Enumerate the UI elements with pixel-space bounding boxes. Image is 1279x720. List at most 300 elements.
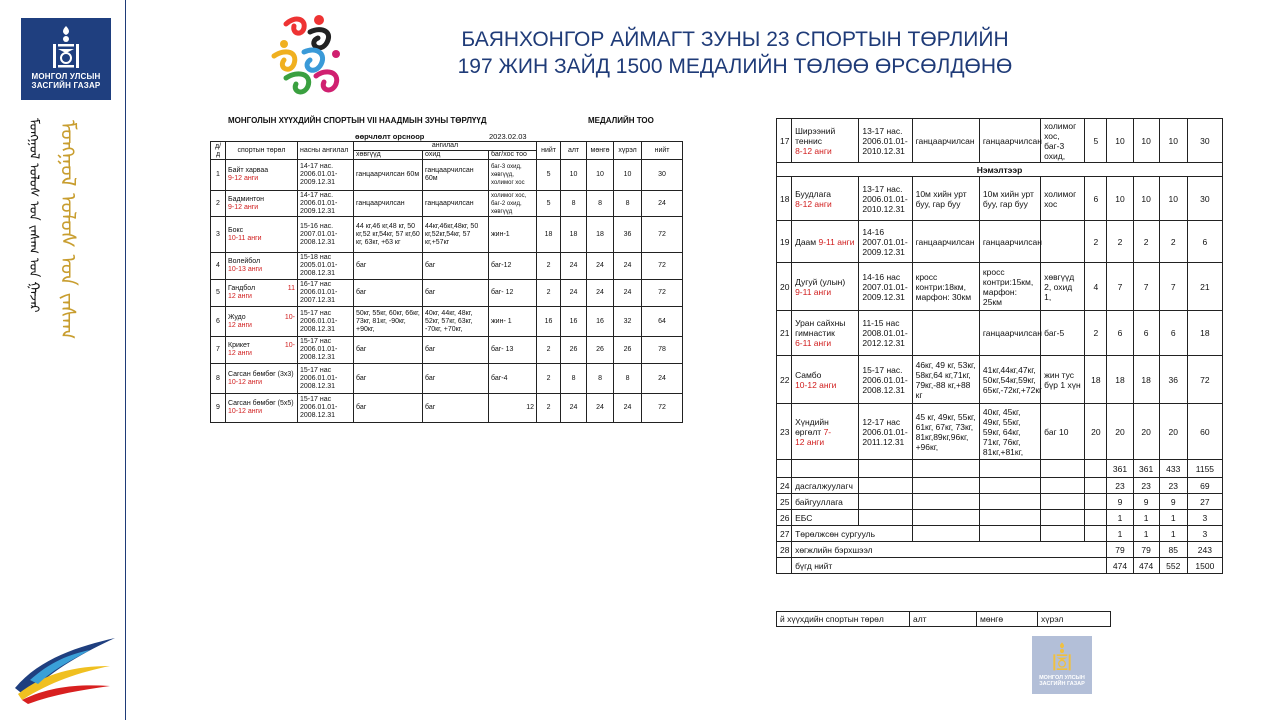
cell-boys: 46кг, 49 кг, 53кг, 58кг,64 кг,71кг, 79кг,-88 кг,+88 кг <box>912 356 979 404</box>
header-silver: мөнгө <box>587 142 614 160</box>
cell-sum: 24 <box>642 191 683 217</box>
cell-girls: кросс контри:15км, марфон: 25км <box>979 263 1040 311</box>
cell-empty <box>1085 526 1107 542</box>
sport-name: Сагсан бөмбөг (5х5) <box>228 400 294 407</box>
cell-no: 24 <box>777 478 792 494</box>
cell-sum: 30 <box>642 160 683 191</box>
sport-grade: 12 анги <box>795 436 825 447</box>
table-row <box>777 263 1223 311</box>
grand-total-silver: 474 <box>1133 558 1159 574</box>
cell-total: 5 <box>537 160 561 191</box>
cell-sum: 27 <box>1187 494 1222 510</box>
table-row <box>211 337 683 364</box>
cell-label: ЕБС <box>792 510 859 526</box>
cell-sum: 72 <box>642 280 683 307</box>
cell-label: Төрөлжсөн сургууль <box>792 526 913 542</box>
cell-no: 19 <box>777 221 792 263</box>
sidebar <box>0 0 126 720</box>
cell-boys: баг <box>354 253 423 280</box>
table-row <box>211 217 683 253</box>
cell-empty <box>912 478 979 494</box>
cell-bronze: 9 <box>1159 494 1187 510</box>
cell-empty <box>1085 510 1107 526</box>
cell-boys: 10м хийн урт буу, гар буу <box>912 177 979 221</box>
header-girls: охид <box>423 151 489 160</box>
cell-total: 2 <box>537 394 561 423</box>
cell-team: жин- 1 <box>489 307 537 337</box>
cell-team: баг-4 <box>489 364 537 394</box>
header-sport: спортын төрөл <box>226 142 298 160</box>
cell-girls: баг <box>423 394 489 423</box>
cell-silver: 2 <box>1133 221 1159 263</box>
table-row <box>211 253 683 280</box>
table-row <box>777 510 1223 526</box>
cell-sum: 24 <box>642 364 683 394</box>
cell-silver: 1 <box>1133 526 1159 542</box>
cell-team: баг 10 <box>1041 404 1085 460</box>
table-row <box>777 221 1223 263</box>
cell-gold: 10 <box>1107 177 1133 221</box>
subtotal-bronze: 433 <box>1159 460 1187 478</box>
cell-sum: 64 <box>642 307 683 337</box>
cell-sport <box>226 280 298 307</box>
cell-silver: 18 <box>587 217 614 253</box>
cell-age: 15-16 нас. 2007.01.01-2008.12.31 <box>298 217 354 253</box>
sport-name: Гандбол <box>228 285 256 292</box>
cell-silver: 20 <box>1133 404 1159 460</box>
cell-bronze: 7 <box>1159 263 1187 311</box>
cell-boys: 44 кг,46 кг,48 кг, 50 кг,52 кг,54кг, 57 кг,60 кг, 63кг, +63 кг <box>354 217 423 253</box>
cell-silver: 10 <box>1133 119 1159 163</box>
cell-silver: 10 <box>1133 177 1159 221</box>
cell-gold: 20 <box>1107 404 1133 460</box>
cell-empty <box>859 478 912 494</box>
cell-sport <box>226 191 298 217</box>
cell-sport <box>792 356 859 404</box>
cell-gold: 24 <box>561 253 587 280</box>
cell-silver: 24 <box>587 394 614 423</box>
cell-boys: баг <box>354 394 423 423</box>
cell-team: баг-5 <box>1041 311 1085 356</box>
cell-girls: баг <box>423 280 489 307</box>
cell-team: баг-12 <box>489 253 537 280</box>
cell-bronze: 8 <box>614 191 642 217</box>
cell-bronze: 32 <box>614 307 642 337</box>
cell-sport <box>226 217 298 253</box>
cell-boys: 45 кг, 49кг, 55кг, 61кг, 67кг, 73кг, 81кг,89кг,96кг, +96кг, <box>912 404 979 460</box>
subheading-text: өөрчлөлт орсноор <box>355 132 425 141</box>
cell-gold: 8 <box>561 191 587 217</box>
cell-gold: 6 <box>1107 311 1133 356</box>
cell-age: 15-17 нас 2006.01.01-2008.12.31 <box>298 337 354 364</box>
cell-team: баг- 13 <box>489 337 537 364</box>
cell-silver: 1 <box>1133 510 1159 526</box>
grand-total-label: бүгд нийт <box>792 558 1107 574</box>
cell-bronze: 10 <box>1159 119 1187 163</box>
cell-no: 9 <box>211 394 226 423</box>
subtotal-silver: 361 <box>1133 460 1159 478</box>
sport-name: Волейбол <box>228 258 261 265</box>
cell-silver: 24 <box>587 280 614 307</box>
cell-total: 18 <box>1085 356 1107 404</box>
table-row <box>777 311 1223 356</box>
cell-girls: 41кг,44кг,47кг, 50кг,54кг,59кг, 65кг,-72кг,+72кг <box>979 356 1040 404</box>
sport-grade-prefix: 10- <box>284 342 295 349</box>
cell-silver: 8 <box>587 191 614 217</box>
sport-grade-prefix: 11 <box>287 285 295 292</box>
cell-girls: 40кг, 44кг, 48кг, 52кг, 57кг, 63кг, -70кг, +70кг, <box>423 307 489 337</box>
cell-bronze: 85 <box>1159 542 1187 558</box>
cell-empty <box>912 510 979 526</box>
bottom-cell-gold: алт <box>910 612 977 627</box>
title-line1: БАЯНХОНГОР АЙМАГТ ЗУНЫ 23 СПОРТЫН ТӨРЛИЙН <box>461 28 1009 51</box>
bottom-cell-bronze: хүрэл <box>1038 612 1111 627</box>
cell-age: 15-18 нас 2005.01.01-2008.12.31 <box>298 253 354 280</box>
sport-grade-prefix: 7- <box>823 426 832 437</box>
cell-gold: 23 <box>1107 478 1133 494</box>
cell-age: 13-17 нас. 2006.01.01-2010.12.31 <box>859 119 912 163</box>
cell-empty <box>979 460 1040 478</box>
cell-girls: ганцаарчилсан <box>979 119 1040 163</box>
cell-bronze: 1 <box>1159 526 1187 542</box>
cell-age: 16-17 нас 2006.01.01-2007.12.31 <box>298 280 354 307</box>
cell-team: холимог хос <box>1041 177 1085 221</box>
bottom-cell-sport: й хүүхдийн спортын төрөл <box>777 612 910 627</box>
cell-gold: 8 <box>561 364 587 394</box>
cell-empty <box>859 494 912 510</box>
cell-gold: 2 <box>1107 221 1133 263</box>
logo-text-line1: МОНГОЛ УЛСЫН <box>31 72 101 81</box>
cell-silver: 16 <box>587 307 614 337</box>
cell-sum: 72 <box>642 217 683 253</box>
right-table <box>776 118 1223 574</box>
cell-empty <box>912 494 979 510</box>
cell-sum: 72 <box>642 394 683 423</box>
table-row <box>211 160 683 191</box>
cell-sum: 243 <box>1187 542 1222 558</box>
title-line2: 197 ЖИН ЗАЙД 1500 МЕДАЛИЙН ТӨЛӨӨ ӨРСӨЛДӨНӨ <box>457 55 1013 78</box>
cell-sport <box>792 311 859 356</box>
cell-age: 15-17 нас 2006.01.01-2008.12.31 <box>298 394 354 423</box>
cell-girls: ганцаарчилсан <box>979 221 1040 263</box>
cell-total: 5 <box>537 191 561 217</box>
cell-total: 2 <box>1085 311 1107 356</box>
cell-total: 2 <box>537 253 561 280</box>
sport-name: Самбо <box>795 369 822 380</box>
cell-age: 11-15 нас 2008.01.01-2012.12.31 <box>859 311 912 356</box>
cell-age: 14-17 нас. 2006.01.01-2009.12.31 <box>298 191 354 217</box>
cell-silver: 7 <box>1133 263 1159 311</box>
cell-sum: 60 <box>1187 404 1222 460</box>
left-table-heading-right: МЕДАЛИЙН ТОО <box>588 116 654 125</box>
cell-total: 18 <box>537 217 561 253</box>
cell-gold: 24 <box>561 280 587 307</box>
cell-team <box>1041 221 1085 263</box>
cell-sport <box>792 119 859 163</box>
cell-gold: 18 <box>1107 356 1133 404</box>
cell-total: 2 <box>1085 221 1107 263</box>
header-boys: хөвгүүд <box>354 151 423 160</box>
cell-empty <box>792 460 859 478</box>
sport-name: Уран сайхны гимнастик <box>795 318 846 338</box>
cell-total: 2 <box>537 337 561 364</box>
cell-total: 6 <box>1085 177 1107 221</box>
page-title <box>400 26 1070 80</box>
sport-grade: 10-12 анги <box>228 408 263 415</box>
cell-gold: 7 <box>1107 263 1133 311</box>
sport-grade: 9-12 анги <box>228 175 259 182</box>
cell-team: жин тус бүр 1 хүн <box>1041 356 1085 404</box>
cell-age: 14-16 нас 2007.01.01-2009.12.31 <box>859 263 912 311</box>
cell-bronze: 26 <box>614 337 642 364</box>
cell-boys: ганцаарчилсан <box>912 221 979 263</box>
sport-name: Жудо <box>228 313 246 321</box>
table-row <box>777 478 1223 494</box>
table-row <box>777 177 1223 221</box>
grand-total-bronze: 552 <box>1159 558 1187 574</box>
table-row <box>777 119 1223 163</box>
cell-empty <box>1085 478 1107 494</box>
sport-name: Даам <box>795 236 817 247</box>
swoosh-logo-icon <box>10 628 120 708</box>
sport-name: Хүндийн өргөлт <box>795 416 829 437</box>
cell-empty <box>1041 510 1085 526</box>
cell-empty <box>912 460 979 478</box>
cell-girls: ганцаарчилсан 60м <box>423 160 489 191</box>
sport-grade: 9-11 анги <box>795 286 832 297</box>
cell-age: 15-17 нас 2006.01.01-2008.12.31 <box>298 364 354 394</box>
table-row <box>777 404 1223 460</box>
cell-girls: 10м хийн урт буу, гар буу <box>979 177 1040 221</box>
cell-gold: 10 <box>561 160 587 191</box>
cell-silver: 10 <box>587 160 614 191</box>
cell-sum: 69 <box>1187 478 1222 494</box>
sport-grade: 12 анги <box>228 350 252 357</box>
table-row <box>211 191 683 217</box>
cell-sum: 30 <box>1187 177 1222 221</box>
cell-girls: баг <box>423 364 489 394</box>
sport-grade: 10-12 анги <box>228 378 263 386</box>
cell-no: 8 <box>211 364 226 394</box>
cell-no: 27 <box>777 526 792 542</box>
cell-sport <box>792 221 859 263</box>
sport-grade: 8-12 анги <box>795 198 832 209</box>
cell-boys: 50кг, 55кг, 60кг, 66кг, 73кг, 81кг, -90кг, +90кг, <box>354 307 423 337</box>
sport-name: Бокс <box>228 226 244 234</box>
table-row <box>777 612 1111 627</box>
cell-sport <box>226 307 298 337</box>
cell-bronze: 6 <box>1159 311 1187 356</box>
sport-grade: 10-12 анги <box>795 379 837 390</box>
sport-grade: 10-13 анги <box>228 266 263 273</box>
header-bronze: хүрэл <box>614 142 642 160</box>
cell-team: баг-3 охид, хөвгүүд, холимог хос <box>489 160 537 191</box>
cell-age: 13-17 нас. 2006.01.01-2010.12.31 <box>859 177 912 221</box>
small-logo-line2: ЗАСГИЙН ГАЗАР <box>1039 681 1085 687</box>
cell-sport <box>792 177 859 221</box>
small-logo-line1: МОНГОЛ УЛСЫН <box>1039 675 1085 681</box>
cell-boys: ганцаарчилсан <box>912 119 979 163</box>
cell-no: 7 <box>211 337 226 364</box>
cell-sum: 18 <box>1187 311 1222 356</box>
cell-no: 21 <box>777 311 792 356</box>
sport-name: Бадминтон <box>228 195 265 203</box>
cell-total: 5 <box>1085 119 1107 163</box>
cell-girls: баг <box>423 253 489 280</box>
table-row <box>211 364 683 394</box>
cell-no: 23 <box>777 404 792 460</box>
sport-grade: 8-12 анги <box>795 145 832 156</box>
sport-name: Дугуй (улын) <box>795 276 846 287</box>
cell-empty <box>859 510 912 526</box>
cell-sum: 6 <box>1187 221 1222 263</box>
cell-silver: 9 <box>1133 494 1159 510</box>
cell-boys: ганцаарчилсан 60м <box>354 160 423 191</box>
cell-gold: 1 <box>1107 526 1133 542</box>
cell-empty <box>1041 478 1085 494</box>
cell-empty <box>1041 526 1085 542</box>
cell-age: 15-17 нас. 2006.01.01-2008.12.31 <box>859 356 912 404</box>
cell-bronze: 2 <box>1159 221 1187 263</box>
table-row <box>777 526 1223 542</box>
cell-no: 26 <box>777 510 792 526</box>
table-row <box>777 494 1223 510</box>
cell-no: 6 <box>211 307 226 337</box>
sport-grade-prefix: 10- <box>284 313 295 321</box>
cell-total: 2 <box>537 364 561 394</box>
header-no: д/д <box>211 142 226 160</box>
cell-age: 12-17 нас 2006.01.01-2011.12.31 <box>859 404 912 460</box>
cell-boys: баг <box>354 364 423 394</box>
cell-sport <box>226 364 298 394</box>
cell-gold: 24 <box>561 394 587 423</box>
cell-gold: 1 <box>1107 510 1133 526</box>
cell-bronze: 24 <box>614 394 642 423</box>
cell-gold: 26 <box>561 337 587 364</box>
table-row <box>777 356 1223 404</box>
header-team: баг/хос тоо <box>489 151 537 160</box>
cell-label: байгууллага <box>792 494 859 510</box>
cell-sum: 30 <box>1187 119 1222 163</box>
cell-gold: 79 <box>1107 542 1133 558</box>
cell-no: 22 <box>777 356 792 404</box>
cell-silver: 23 <box>1133 478 1159 494</box>
grand-total-row <box>777 558 1223 574</box>
cell-empty <box>912 526 979 542</box>
cell-label: дасгалжуулагч <box>792 478 859 494</box>
cell-gold: 16 <box>561 307 587 337</box>
cell-boys: баг <box>354 280 423 307</box>
sport-grade: 12 анги <box>228 293 252 300</box>
cell-bronze: 24 <box>614 280 642 307</box>
cell-boys: кросс контри:18км, марфон: 30км <box>912 263 979 311</box>
sport-grade: 10-11 анги <box>228 234 262 242</box>
cell-silver: 79 <box>1133 542 1159 558</box>
cell-total: 2 <box>537 280 561 307</box>
table-row <box>211 307 683 337</box>
cell-bronze: 8 <box>614 364 642 394</box>
table-row <box>777 542 1223 558</box>
soyombo-icon <box>1050 641 1074 673</box>
grand-total-sum: 1500 <box>1187 558 1222 574</box>
cell-sport <box>226 394 298 423</box>
cell-gold: 10 <box>1107 119 1133 163</box>
sport-grade: 9-12 анги <box>228 203 259 211</box>
cell-bronze: 10 <box>1159 177 1187 221</box>
cell-empty <box>979 494 1040 510</box>
subtotal-row <box>777 460 1223 478</box>
cell-empty <box>979 510 1040 526</box>
cell-boys: баг <box>354 337 423 364</box>
cell-sum: 3 <box>1187 526 1222 542</box>
cell-boys <box>912 311 979 356</box>
cell-no: 1 <box>211 160 226 191</box>
cell-sport <box>226 337 298 364</box>
cell-team: холимог хос, баг-2 охид, хөвгүүд <box>489 191 537 217</box>
table-row <box>211 394 683 423</box>
cell-empty <box>1085 494 1107 510</box>
cell-sum: 21 <box>1187 263 1222 311</box>
cell-no: 5 <box>211 280 226 307</box>
cell-sport <box>226 160 298 191</box>
cell-total: 4 <box>1085 263 1107 311</box>
left-table-subheading <box>355 132 535 141</box>
games-logo-icon <box>264 12 354 100</box>
cell-silver: 24 <box>587 253 614 280</box>
cell-empty <box>979 526 1040 542</box>
section-row <box>777 163 1223 177</box>
mongolian-script-black: ᠮᠣᠩᠭᠣᠯ ᠤᠯᠤᠰ ᠤᠨ ᠵᠠᠰᠠᠭ ᠤᠨ ᠭᠠᠵᠠᠷ <box>26 118 41 313</box>
left-table <box>210 141 683 423</box>
cell-silver: 8 <box>587 364 614 394</box>
sport-name: Сагсан бөмбөг (3х3) <box>228 370 294 378</box>
logo-text-line2: ЗАСГИЙН ГАЗАР <box>31 81 101 90</box>
cell-girls: 40кг, 45кг, 49кг, 55кг, 59кг, 64кг, 71кг, 76кг, 81кг,+81кг, <box>979 404 1040 460</box>
cell-sport <box>792 263 859 311</box>
subheading-date: 2023.02.03 <box>489 132 527 141</box>
sport-grade: 9-11 анги <box>818 236 855 247</box>
cell-bronze: 1 <box>1159 510 1187 526</box>
cell-boys: ганцаарчилсан <box>354 191 423 217</box>
sport-grade: 6-11 анги <box>795 338 832 348</box>
cell-no: 2 <box>211 191 226 217</box>
header-category: ангилал <box>354 142 537 151</box>
cell-empty <box>777 558 792 574</box>
cell-sum: 72 <box>1187 356 1222 404</box>
subtotal-gold: 361 <box>1107 460 1133 478</box>
cell-team: холимог хос, баг-3 охид, <box>1041 119 1085 163</box>
cell-total: 16 <box>537 307 561 337</box>
bottom-table <box>776 611 1111 627</box>
cell-bronze: 10 <box>614 160 642 191</box>
cell-girls: баг <box>423 337 489 364</box>
mongolian-script-gold: ᠮᠣᠩᠭᠣᠯ ᠤᠯᠤᠰ ᠤᠨ ᠵᠠᠰᠠᠭ <box>56 120 80 340</box>
cell-sport <box>226 253 298 280</box>
cell-no: 25 <box>777 494 792 510</box>
header-age: насны ангилал <box>298 142 354 160</box>
cell-girls: ганцаарчилсан <box>979 311 1040 356</box>
cell-label: хөгжлийн бэрхшээл <box>792 542 1107 558</box>
cell-silver: 18 <box>1133 356 1159 404</box>
government-logo <box>21 18 111 100</box>
sport-name: Байт харваа <box>228 167 269 174</box>
cell-gold: 18 <box>561 217 587 253</box>
cell-empty <box>1085 460 1107 478</box>
cell-no: 18 <box>777 177 792 221</box>
soyombo-icon <box>49 24 83 72</box>
small-government-logo <box>1032 636 1092 694</box>
sport-name: Крикет <box>228 342 250 349</box>
